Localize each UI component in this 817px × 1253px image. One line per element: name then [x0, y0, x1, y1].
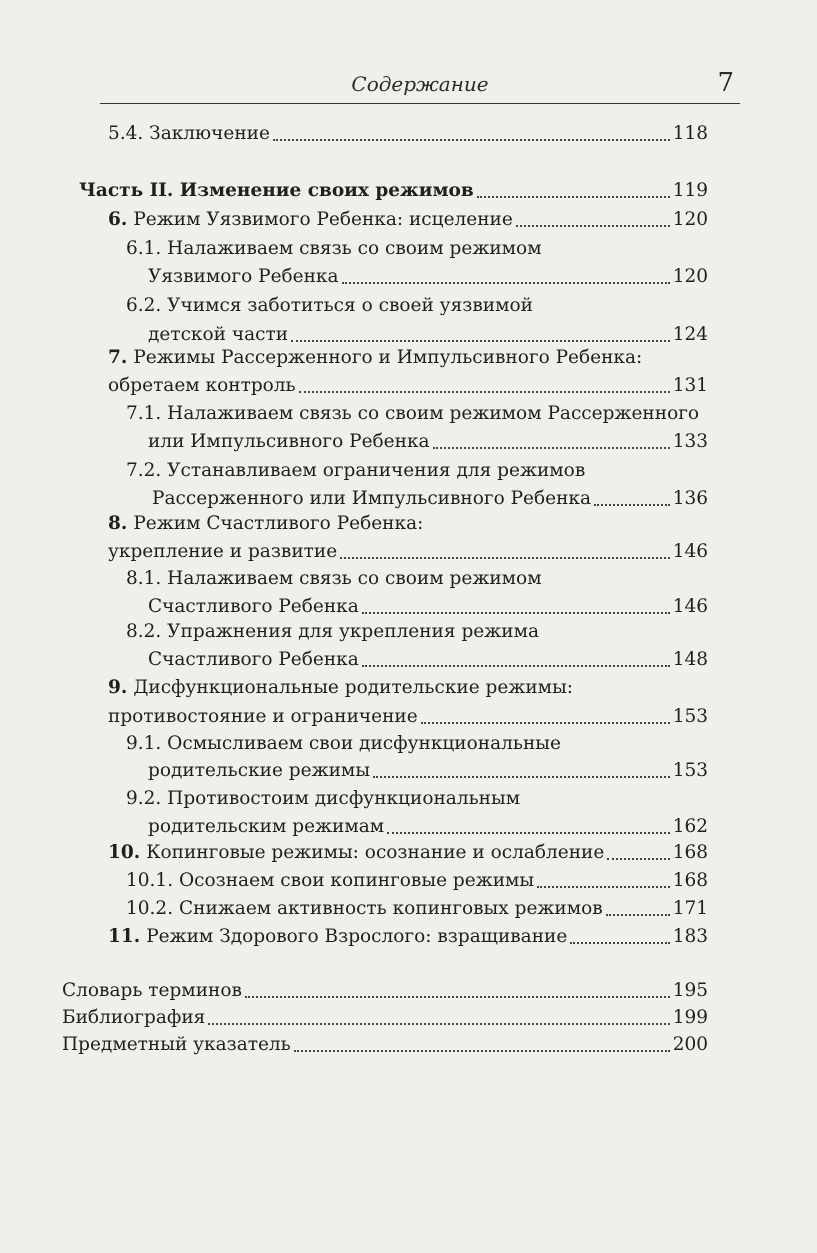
toc-entry-chapter-7-line1[interactable]: [108, 343, 642, 373]
toc-entry-page: 162: [672, 816, 708, 837]
toc-entry-title: Счастливого Ребенка: [148, 596, 359, 617]
toc-entry-title: Рассерженного или Импульсивного Ребенка: [152, 488, 592, 509]
toc-entry-8-1-line1[interactable]: 8.1. Налаживаем связь со своим режимом: [126, 568, 542, 589]
toc-entry-chapter-7[interactable]: [108, 371, 708, 401]
toc-entry-9-1-line1[interactable]: 9.1. Осмысливаем свои дисфункциональные: [126, 733, 561, 754]
toc-entry-chapter-9-line1[interactable]: [108, 673, 573, 703]
toc-entry-part-2[interactable]: [79, 176, 708, 206]
toc-leader-dots: [516, 225, 670, 227]
toc-entry-title: детской части: [148, 324, 289, 345]
toc-entry-title: Режим Счастливого Ребенка:: [133, 513, 424, 534]
chapter-number: 6.: [108, 209, 128, 230]
toc-entry-title: обретаем контроль: [108, 375, 296, 396]
toc-entry-page: 171: [672, 898, 708, 919]
toc-entry-page: 200: [672, 1034, 708, 1055]
toc-entry-title: 5.4. Заключение: [108, 123, 270, 144]
toc-entry-page: 146: [672, 541, 708, 562]
toc-entry-title: укрепление и развитие: [108, 541, 338, 562]
toc-entry-page: 131: [672, 375, 708, 396]
toc-entry-chapter-11[interactable]: [108, 922, 708, 952]
toc-leader-dots: [299, 391, 670, 393]
chapter-number: 11.: [108, 926, 141, 947]
toc-leader-dots: [607, 858, 669, 860]
toc-entry-page: 146: [672, 596, 708, 617]
toc-entry-page: 153: [672, 760, 708, 781]
toc-entry-title: Режимы Рассерженного и Импульсивного Ребенка:: [133, 347, 643, 368]
toc-entry-7-1[interactable]: [148, 427, 708, 457]
toc-leader-dots: [570, 942, 669, 944]
toc-entry-page: 118: [672, 123, 708, 144]
toc-entry-chapter-9[interactable]: [108, 702, 708, 732]
toc-entry-page: 148: [672, 649, 708, 670]
chapter-number: 9.: [108, 677, 128, 698]
toc-entry-title: Предметный указатель: [62, 1034, 291, 1055]
running-header: [100, 70, 740, 104]
toc-leader-dots: [362, 612, 670, 614]
toc-leader-dots: [433, 447, 670, 449]
toc-leader-dots: [606, 914, 670, 916]
toc-entry-6-2-line1[interactable]: 6.2. Учимся заботиться о своей уязвимой: [126, 295, 533, 316]
toc-entry-title: Счастливого Ребенка: [148, 649, 359, 670]
toc-entry-9-2-line1[interactable]: 9.2. Противостоим дисфункциональным: [126, 788, 521, 809]
toc-entry-page: 124: [672, 324, 708, 345]
toc-entry-page: 153: [672, 706, 708, 727]
toc-entry-bibliography[interactable]: [62, 1003, 708, 1033]
toc-entry-page: 168: [672, 870, 708, 891]
toc-leader-dots: [291, 340, 670, 342]
chapter-number: 10.: [108, 842, 141, 863]
toc-entry-page: 120: [672, 209, 708, 230]
toc-entry-title: Режим Здорового Взрослого: взращивание: [146, 926, 568, 947]
toc-entry-title: родительские режимы: [148, 760, 371, 781]
toc-entry-title: противостояние и ограничение: [108, 706, 418, 727]
toc-entry-title: или Импульсивного Ребенка: [148, 431, 430, 452]
toc-leader-dots: [373, 776, 670, 778]
header-rule: [100, 103, 740, 104]
toc-leader-dots: [340, 557, 669, 559]
toc-entry-10-2[interactable]: [126, 894, 708, 924]
running-header-title: Содержание: [351, 72, 489, 96]
toc-leader-dots: [421, 722, 670, 724]
toc-entry-page: 195: [672, 980, 708, 1001]
page-number: 7: [717, 68, 734, 98]
toc-leader-dots: [537, 886, 670, 888]
toc-entry-page: 168: [672, 842, 708, 863]
toc-entry-title: родительским режимам: [148, 816, 385, 837]
toc-entry-8-2[interactable]: [148, 645, 708, 675]
toc-entry-page: 183: [672, 926, 708, 947]
toc-leader-dots: [387, 832, 670, 834]
toc-entry-title: Библиография: [62, 1007, 206, 1028]
toc-entry-title: Режим Уязвимого Ребенка: исцеление: [133, 209, 513, 230]
toc-entry-title: Копинговые режимы: осознание и ослабление: [146, 842, 605, 863]
toc-leader-dots: [208, 1023, 669, 1025]
toc-entry-page: 136: [672, 488, 708, 509]
toc-entry-title: Часть II. Изменение своих режимов: [79, 180, 474, 201]
toc-entry-index[interactable]: [62, 1030, 708, 1060]
toc-entry-page: 133: [672, 431, 708, 452]
toc-entry-title: Словарь терминов: [62, 980, 242, 1001]
toc-entry-8-2-line1[interactable]: 8.2. Упражнения для укрепления режима: [126, 621, 539, 642]
toc-entry-chapter-8[interactable]: [108, 537, 708, 567]
toc-entry-6-1[interactable]: [148, 262, 708, 292]
toc-entry-9-1[interactable]: [148, 756, 708, 786]
toc-entry-5-4[interactable]: [108, 119, 708, 149]
toc-leader-dots: [294, 1050, 670, 1052]
toc-entry-6-1-line1[interactable]: 6.1. Налаживаем связь со своим режимом: [126, 238, 542, 259]
toc-entry-title: Уязвимого Ребенка: [148, 266, 339, 287]
toc-entry-glossary[interactable]: [62, 976, 708, 1006]
toc-entry-7-2-line1[interactable]: 7.2. Устанавливаем ограничения для режимов: [126, 460, 586, 481]
toc-entry-10-1[interactable]: [126, 866, 708, 896]
toc-leader-dots: [342, 282, 670, 284]
toc-leader-dots: [273, 139, 670, 141]
toc-entry-page: 199: [672, 1007, 708, 1028]
toc-entry-7-1-line1[interactable]: 7.1. Налаживаем связь со своим режимом Рассерженного: [126, 403, 700, 424]
toc-leader-dots: [477, 196, 670, 198]
toc-entry-chapter-6[interactable]: [108, 205, 708, 235]
toc-entry-page: 120: [672, 266, 708, 287]
toc-entry-title: 10.1. Осознаем свои копинговые режимы: [126, 870, 535, 891]
toc-leader-dots: [245, 996, 670, 998]
toc-leader-dots: [594, 504, 670, 506]
toc-leader-dots: [362, 665, 670, 667]
chapter-number: 7.: [108, 347, 128, 368]
toc-entry-page: 119: [672, 180, 708, 201]
toc-entry-title: Дисфункциональные родительские режимы:: [133, 677, 574, 698]
toc-entry-chapter-8-line1[interactable]: [108, 509, 423, 539]
toc-entry-chapter-10[interactable]: [108, 838, 708, 868]
chapter-number: 8.: [108, 513, 128, 534]
toc-entry-title: 10.2. Снижаем активность копинговых режимов: [126, 898, 603, 919]
